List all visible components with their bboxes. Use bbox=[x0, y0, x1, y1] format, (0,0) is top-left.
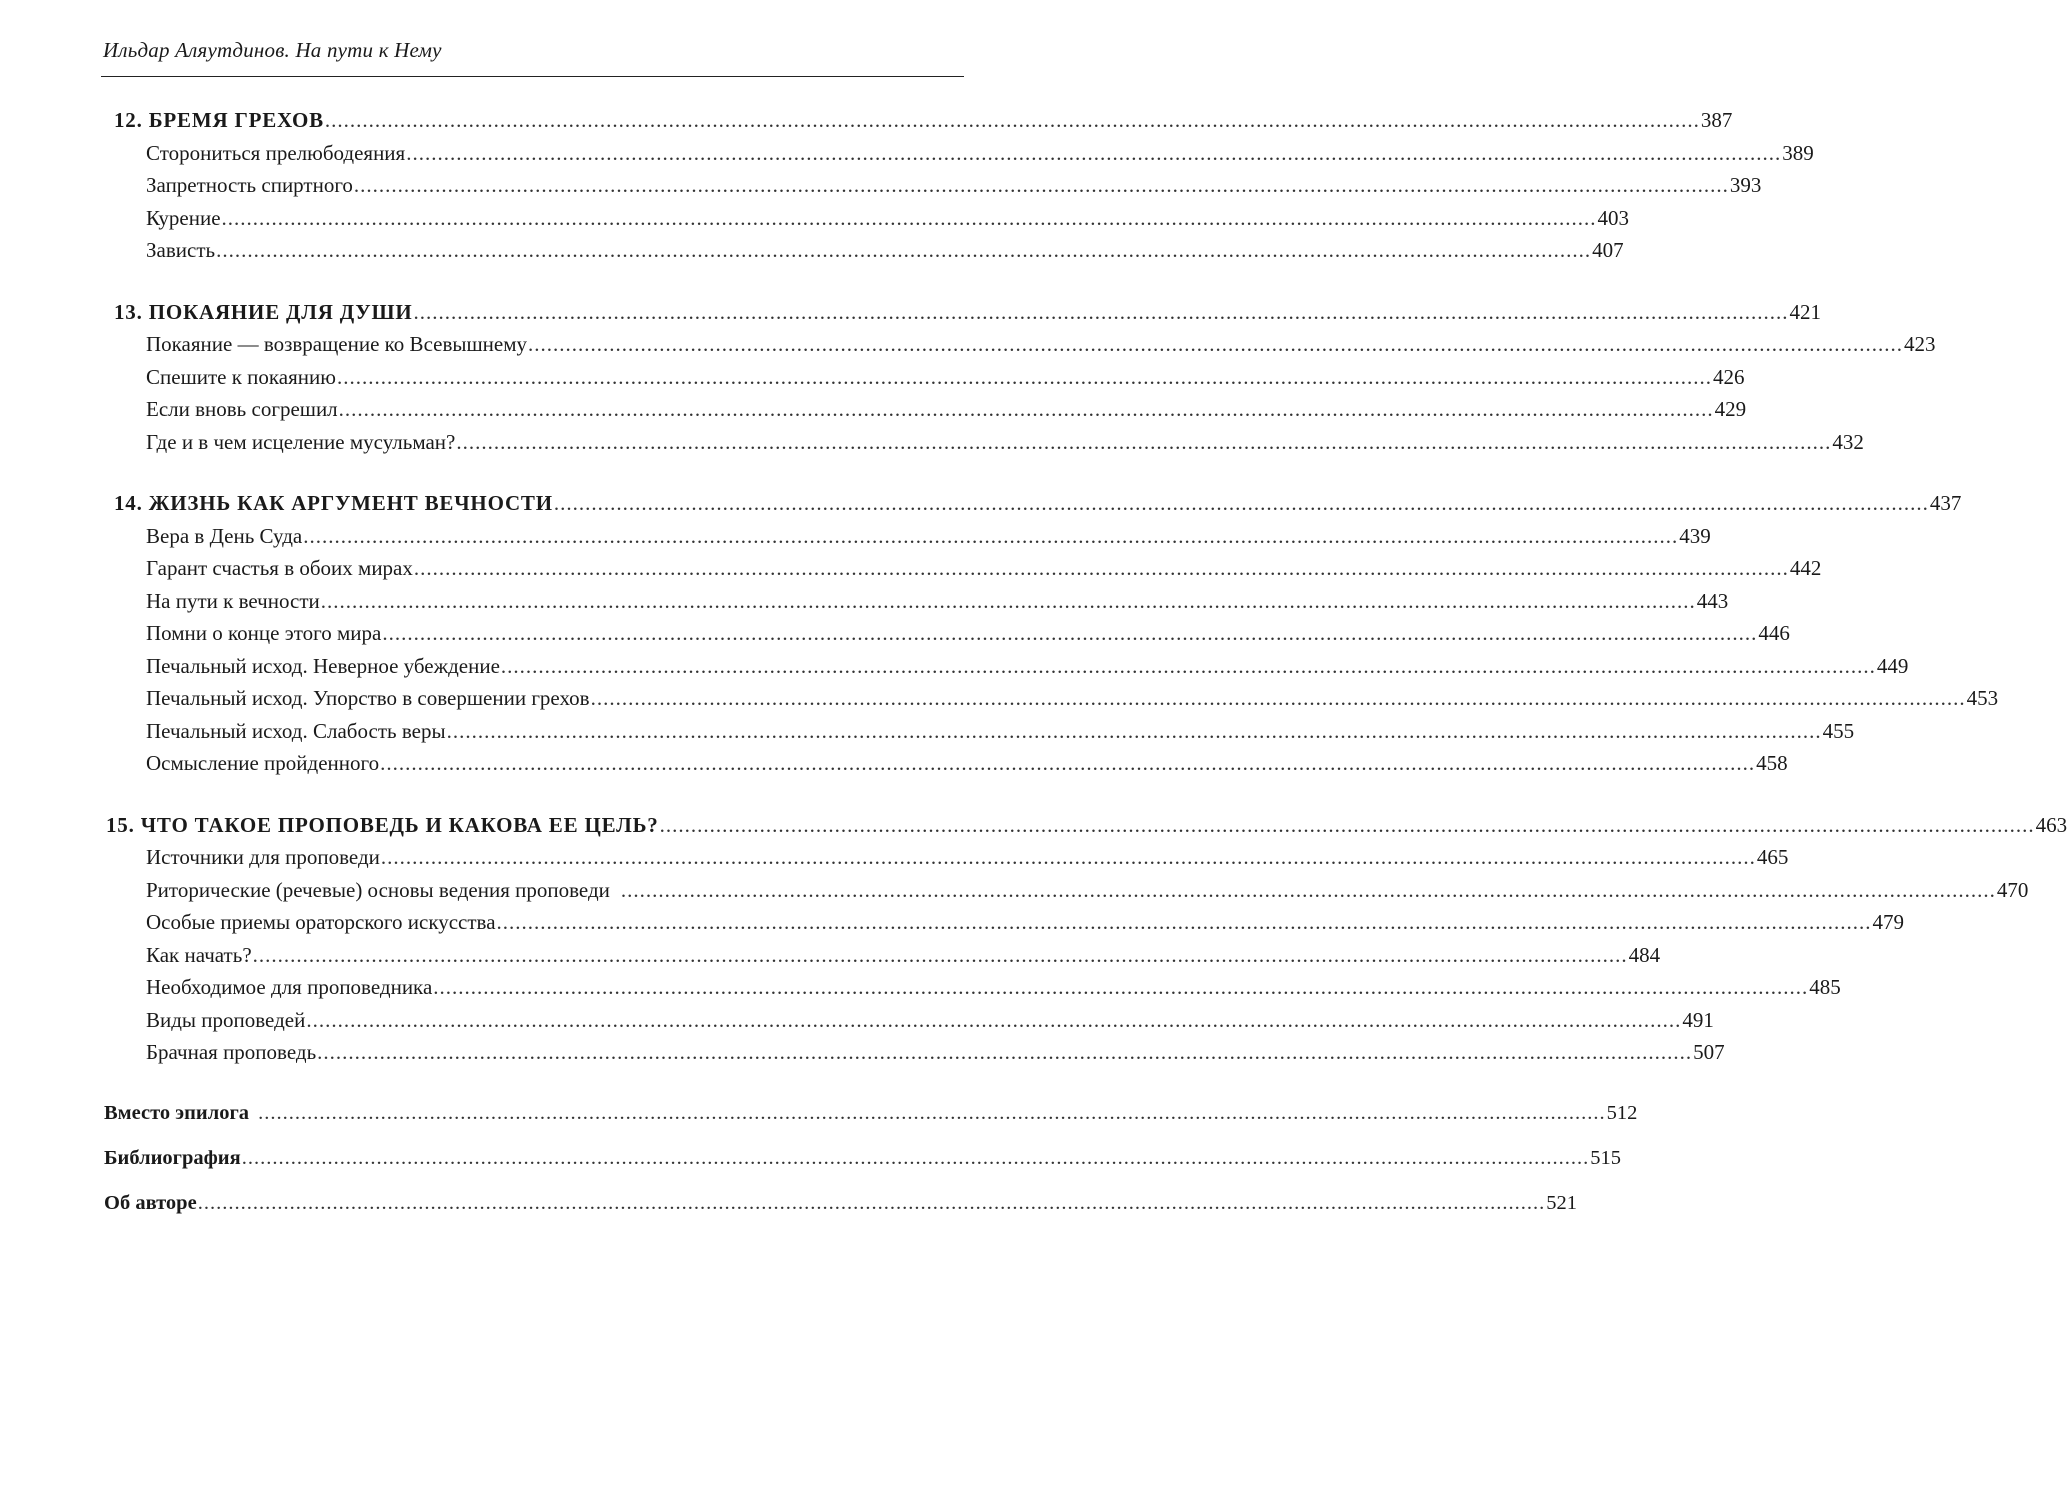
toc-section[interactable] bbox=[0, 426, 1864, 459]
running-header: Ильдар Аляутдинов. На пути к Нему bbox=[103, 38, 442, 62]
leader-dots: ............................................................................................................................................................................................................................ bbox=[496, 910, 1872, 934]
toc-section[interactable] bbox=[0, 137, 1814, 170]
toc-section[interactable] bbox=[0, 747, 1788, 780]
leader-dots: ............................................................................................................................................................................................................................ bbox=[216, 238, 1592, 262]
toc-section[interactable] bbox=[0, 874, 2029, 907]
leader-dots: ............................................................................................................................................................................................................................ bbox=[221, 205, 1597, 230]
page-number: 443 bbox=[1696, 588, 1729, 613]
leader-dots: ............................................................................................................................................................................................................................ bbox=[306, 1007, 1682, 1032]
section-title: Источники для проповеди bbox=[146, 845, 380, 869]
page-number: 491 bbox=[1682, 1007, 1714, 1032]
page-number: 423 bbox=[1904, 332, 1936, 356]
back-title: Вместо эпилога bbox=[104, 1101, 250, 1124]
page-number: 403 bbox=[1597, 205, 1630, 230]
page-number: 426 bbox=[1712, 364, 1745, 389]
page-number: 393 bbox=[1729, 173, 1762, 197]
leader-dots: ............................................................................................................................................................................................................................ bbox=[317, 1040, 1693, 1064]
leader-dots: ............................................................................................................................................................................................................................ bbox=[353, 173, 1729, 197]
toc-section[interactable] bbox=[0, 361, 1745, 394]
toc-section[interactable] bbox=[0, 1036, 1725, 1069]
leader-dots: ............................................................................................................................................................................................................................ bbox=[528, 332, 1904, 356]
chapter-title: 13. ПОКАЯНИЕ ДЛЯ ДУШИ bbox=[114, 299, 413, 324]
section-title: Если вновь согрешил bbox=[146, 397, 338, 421]
section-title: Где и в чем исцеление мусульман? bbox=[146, 429, 456, 454]
section-title: Курение bbox=[146, 205, 221, 230]
section-title: Особые приемы ораторского искусства bbox=[146, 910, 496, 934]
section-title: Осмысление пройденного bbox=[146, 751, 380, 775]
leader-dots: ............................................................................................................................................................................................................................ bbox=[258, 1101, 1606, 1124]
leader-dots: ............................................................................................................................................................................................................................ bbox=[446, 718, 1822, 743]
page-number: 465 bbox=[1756, 845, 1789, 869]
leader-dots: ............................................................................................................................................................................................................................ bbox=[413, 299, 1789, 324]
leader-dots: ............................................................................................................................................................................................................................ bbox=[241, 1146, 1590, 1169]
header-rule bbox=[101, 76, 964, 77]
leader-dots: ............................................................................................................................................................................................................................ bbox=[320, 588, 1696, 613]
page-number: 455 bbox=[1822, 718, 1855, 743]
leader-dots: ............................................................................................................................................................................................................................ bbox=[382, 621, 1758, 645]
page-number: 387 bbox=[1700, 108, 1733, 132]
toc-section[interactable] bbox=[0, 169, 1762, 202]
back-title: Библиография bbox=[104, 1146, 241, 1169]
section-title: Печальный исход. Упорство в совершении грехов bbox=[146, 686, 590, 710]
leader-dots: ............................................................................................................................................................................................................................ bbox=[380, 845, 1756, 869]
section-title: Вера в День Суда bbox=[146, 523, 303, 548]
page-number: 389 bbox=[1782, 140, 1814, 165]
toc-section[interactable] bbox=[0, 715, 1855, 748]
toc-chapter-14[interactable] bbox=[0, 487, 1962, 520]
leader-dots: ............................................................................................................................................................................................................................ bbox=[324, 108, 1700, 132]
page-number: 432 bbox=[1832, 429, 1864, 454]
section-title: Помни о конце этого мира bbox=[146, 621, 382, 645]
section-title: Зависть bbox=[146, 238, 216, 262]
spacer bbox=[0, 267, 1000, 296]
leader-dots: ............................................................................................................................................................................................................................ bbox=[590, 686, 1966, 710]
section-title: Брачная проповедь bbox=[146, 1040, 317, 1064]
leader-dots: ............................................................................................................................................................................................................................ bbox=[413, 556, 1789, 580]
section-title: Риторические (речевые) основы ведения проповеди bbox=[146, 877, 610, 902]
toc-section[interactable] bbox=[0, 939, 1661, 972]
section-title: Необходимое для проповедника bbox=[146, 975, 433, 999]
section-title: Спешите к покаянию bbox=[146, 364, 336, 389]
section-title: Запретность спиртного bbox=[146, 173, 353, 197]
leader-dots: ............................................................................................................................................................................................................................ bbox=[553, 491, 1929, 515]
leader-dots: ............................................................................................................................................................................................................................ bbox=[380, 751, 1756, 775]
page-number: 429 bbox=[1714, 397, 1747, 421]
leader-dots: ............................................................................................................................................................................................................................ bbox=[252, 942, 1628, 967]
leader-dots: ............................................................................................................................................................................................................................ bbox=[659, 812, 2035, 837]
page-number: 458 bbox=[1756, 751, 1788, 775]
toc-section[interactable] bbox=[0, 202, 1630, 235]
chapter-title: 14. ЖИЗНЬ КАК АРГУМЕНТ ВЕЧНОСТИ bbox=[114, 491, 553, 515]
page-number: 442 bbox=[1789, 556, 1822, 580]
section-title: Гарант счастья в обоих мирах bbox=[146, 556, 413, 580]
leader-dots: ............................................................................................................................................................................................................................ bbox=[338, 397, 1714, 421]
page-number: 515 bbox=[1590, 1146, 1621, 1169]
spacer bbox=[0, 458, 1000, 487]
leader-dots: ............................................................................................................................................................................................................................ bbox=[336, 364, 1712, 389]
chapter-title: 15. ЧТО ТАКОЕ ПРОПОВЕДЬ И КАКОВА ЕЕ ЦЕЛЬ? bbox=[106, 812, 659, 837]
page-number: 479 bbox=[1872, 910, 1905, 934]
page-number: 463 bbox=[2035, 812, 2067, 837]
toc-section[interactable] bbox=[0, 393, 1747, 426]
back-title: Об авторе bbox=[104, 1191, 197, 1214]
toc-section[interactable] bbox=[0, 234, 1624, 267]
spacer bbox=[0, 1069, 1000, 1091]
toc-chapter-15[interactable] bbox=[0, 809, 2067, 842]
toc-section[interactable] bbox=[0, 650, 1909, 683]
spacer bbox=[0, 780, 1000, 809]
toc-chapter-13[interactable] bbox=[0, 296, 1821, 329]
toc-bibliography[interactable] bbox=[0, 1136, 1621, 1181]
page-number: 507 bbox=[1693, 1040, 1725, 1064]
section-title: Как начать? bbox=[146, 942, 252, 967]
toc-about-author[interactable] bbox=[0, 1181, 1577, 1226]
leader-dots: ............................................................................................................................................................................................................................ bbox=[433, 975, 1809, 999]
toc-section[interactable] bbox=[0, 971, 1841, 1004]
leader-dots: ............................................................................................................................................................................................................................ bbox=[406, 140, 1782, 165]
page-number: 449 bbox=[1876, 653, 1909, 678]
page-number: 407 bbox=[1592, 238, 1624, 262]
toc-section[interactable] bbox=[0, 906, 1905, 939]
page-number: 484 bbox=[1628, 942, 1661, 967]
section-title: Печальный исход. Неверное убеждение bbox=[146, 653, 500, 678]
page-number: 512 bbox=[1606, 1101, 1638, 1124]
section-title: Печальный исход. Слабость веры bbox=[146, 718, 446, 743]
leader-dots: ............................................................................................................................................................................................................................ bbox=[197, 1191, 1546, 1214]
page-number: 439 bbox=[1679, 523, 1711, 548]
toc-section[interactable] bbox=[0, 585, 1729, 618]
toc-section[interactable] bbox=[0, 617, 1790, 650]
toc-epilogue[interactable] bbox=[0, 1091, 1638, 1136]
page-number: 485 bbox=[1809, 975, 1841, 999]
chapter-title: 12. БРЕМЯ ГРЕХОВ bbox=[114, 108, 324, 132]
toc-section[interactable] bbox=[0, 1004, 1714, 1037]
page-number: 470 bbox=[1996, 877, 2029, 902]
toc-section[interactable] bbox=[0, 552, 1822, 585]
section-title: Виды проповедей bbox=[146, 1007, 306, 1032]
section-title: Покаяние — возвращение ко Всевышнему bbox=[146, 332, 528, 356]
leader-dots: ............................................................................................................................................................................................................................ bbox=[303, 523, 1679, 548]
toc-section[interactable] bbox=[0, 328, 1936, 361]
toc-chapter-12[interactable] bbox=[0, 104, 1733, 137]
leader-dots: ............................................................................................................................................................................................................................ bbox=[620, 877, 1996, 902]
section-title: Сторониться прелюбодеяния bbox=[146, 140, 406, 165]
page-number: 453 bbox=[1966, 686, 1999, 710]
page-number: 421 bbox=[1789, 299, 1821, 324]
page-number: 446 bbox=[1758, 621, 1790, 645]
toc-section[interactable] bbox=[0, 841, 1789, 874]
table-of-contents bbox=[0, 104, 2067, 1226]
page-number: 521 bbox=[1546, 1191, 1577, 1214]
toc-section[interactable] bbox=[0, 520, 1711, 553]
leader-dots: ............................................................................................................................................................................................................................ bbox=[500, 653, 1876, 678]
leader-dots: ............................................................................................................................................................................................................................ bbox=[456, 429, 1832, 454]
toc-section[interactable] bbox=[0, 682, 1999, 715]
page-number: 437 bbox=[1929, 491, 1962, 515]
section-title: На пути к вечности bbox=[146, 588, 320, 613]
